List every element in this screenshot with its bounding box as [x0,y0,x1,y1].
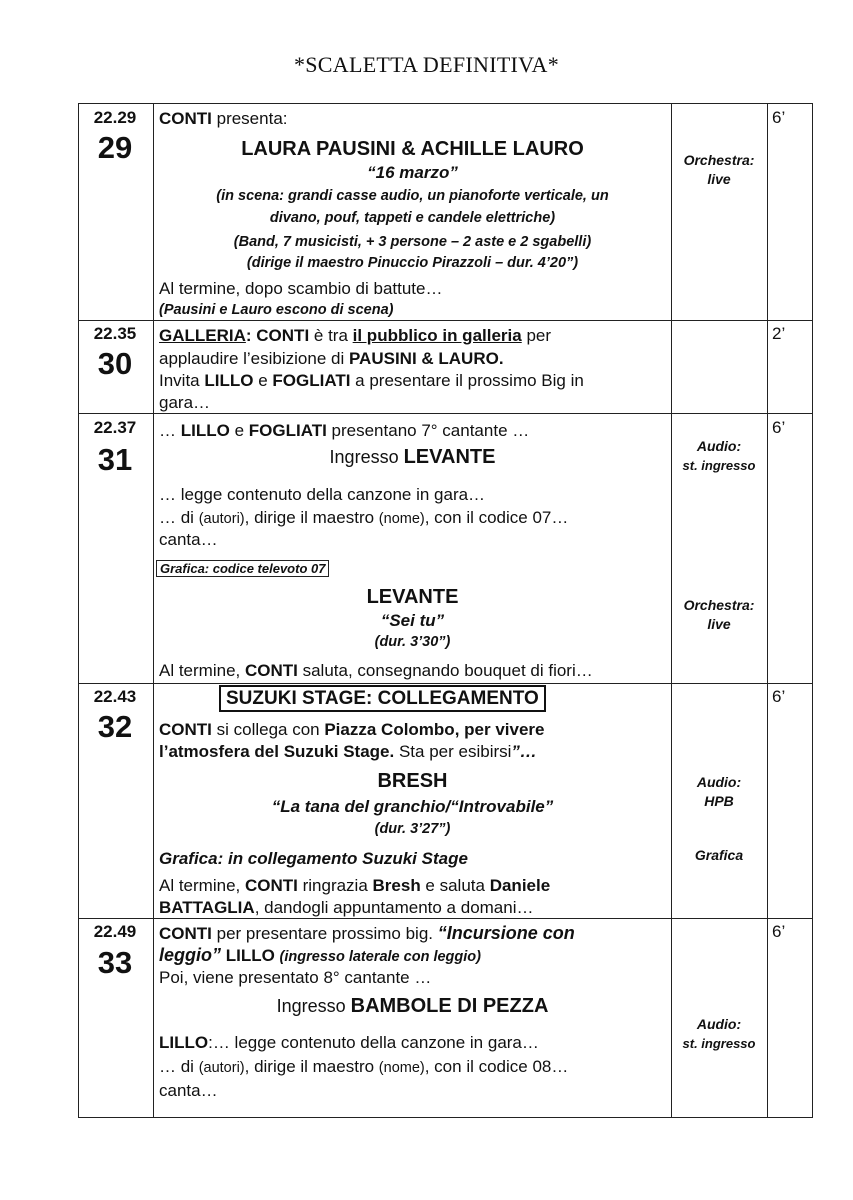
conductor-note: (dirige il maestro Pinuccio Pirazzoli – dur. 4’20”) [246,255,579,271]
graphics-cue: Grafica: in collegamento Suzuki Stage [159,849,468,868]
cue-text: Ingresso LEVANTE [329,446,496,468]
stage-note: (in scena: grandi casse audio, un pianoforte verticale, un [216,188,609,204]
page-title: *SCALETTA DEFINITIVA* [293,52,560,77]
cue-text: CONTI presenta: [159,109,288,128]
artist-name: BRESH [377,770,448,792]
cue-text: … LILLO e FOGLIATI presentano 7° cantante … [159,421,530,440]
cue-text: … legge contenuto della canzone in gara… [159,485,486,504]
cue-text: gara… [159,393,211,412]
exit-note: (Pausini e Lauro escono di scena) [159,302,394,318]
cue-text: Invita LILLO e FOGLIATI a presentare il prossimo Big in [159,371,584,390]
cue-duration: 2’ [772,324,786,343]
table-border-right [812,103,813,1118]
cue-duration: 6’ [772,922,786,941]
cue-text: canta… [159,530,218,549]
artist-name: LEVANTE [366,586,459,608]
cue-time: 22.49 [93,922,137,941]
cue-note: Audio: HPB [696,774,742,809]
cue-text: LILLO:… legge contenuto della canzone in gara… [159,1033,539,1052]
graphics-cue: Grafica: codice televoto 07 [156,557,329,579]
band-note: (Band, 7 musicisti, + 3 persone – 2 aste e 2 sgabelli) [233,234,592,250]
cue-duration: 6’ [772,108,786,127]
cue-number: 33 [97,945,133,980]
cue-text: GALLERIA: CONTI è tra il pubblico in galleria per [159,326,552,345]
cue-text: … di (autori), dirige il maestro (nome), con il codice 08… [159,1057,569,1076]
song-duration: (dur. 3’30”) [374,634,451,650]
cue-time: 22.37 [93,418,137,437]
song-title: “Sei tu” [380,611,445,630]
cue-text: Ingresso BAMBOLE DI PEZZA [276,995,549,1017]
row-divider [78,413,812,414]
cue-text: CONTI per presentare prossimo big. “Incursione con [159,923,575,943]
cue-number: 31 [97,442,133,477]
row-divider [78,918,812,919]
artist-name: LAURA PAUSINI & ACHILLE LAURO [241,138,584,160]
cue-text: applaudire l’esibizione di PAUSINI & LAURO. [159,349,504,368]
cue-text: Al termine, CONTI saluta, consegnando bouquet di fiori… [159,661,593,680]
cue-text: leggio” LILLO (ingresso laterale con leggio) [159,945,481,965]
column-divider [153,103,154,1118]
cue-number: 29 [97,130,133,165]
cue-text: BATTAGLIA, dandogli appuntamento a domani… [159,898,534,917]
cue-note: Audio: st. ingresso [682,1016,756,1051]
cue-note: Orchestra: live [683,597,755,632]
cue-text: canta… [159,1081,218,1100]
cue-time: 22.43 [93,687,137,706]
cue-text: … di (autori), dirige il maestro (nome), con il codice 07… [159,508,569,527]
segment-heading: SUZUKI STAGE: COLLEGAMENTO [219,688,546,709]
cue-note: Orchestra: live [683,152,755,187]
cue-text: Poi, viene presentato 8° cantante … [159,968,432,987]
cue-time: 22.35 [93,324,137,343]
cue-text: Al termine, dopo scambio di battute… [159,279,443,298]
cue-note: Grafica [694,847,744,863]
cue-text: l’atmosfera del Suzuki Stage. Sta per esibirsi”… [159,742,537,761]
cue-note: Audio: st. ingresso [682,438,756,473]
song-duration: (dur. 3’27”) [374,821,451,837]
cue-duration: 6’ [772,418,786,437]
table-border-bottom [78,1117,812,1118]
cue-text: CONTI si collega con Piazza Colombo, per vivere [159,720,545,739]
cue-text: Al termine, CONTI ringrazia Bresh e saluta Daniele [159,876,551,895]
cue-number: 30 [97,346,133,381]
song-title: “16 marzo” [367,163,458,182]
stage-note: divano, pouf, tappeti e candele elettriche) [269,210,556,226]
cue-time: 22.29 [93,108,137,127]
row-divider [78,683,812,684]
column-divider [767,103,768,1118]
song-title: “La tana del granchio/“Introvabile” [271,797,554,816]
table-border-top [78,103,812,104]
cue-number: 32 [97,709,133,744]
cue-duration: 6’ [772,687,786,706]
